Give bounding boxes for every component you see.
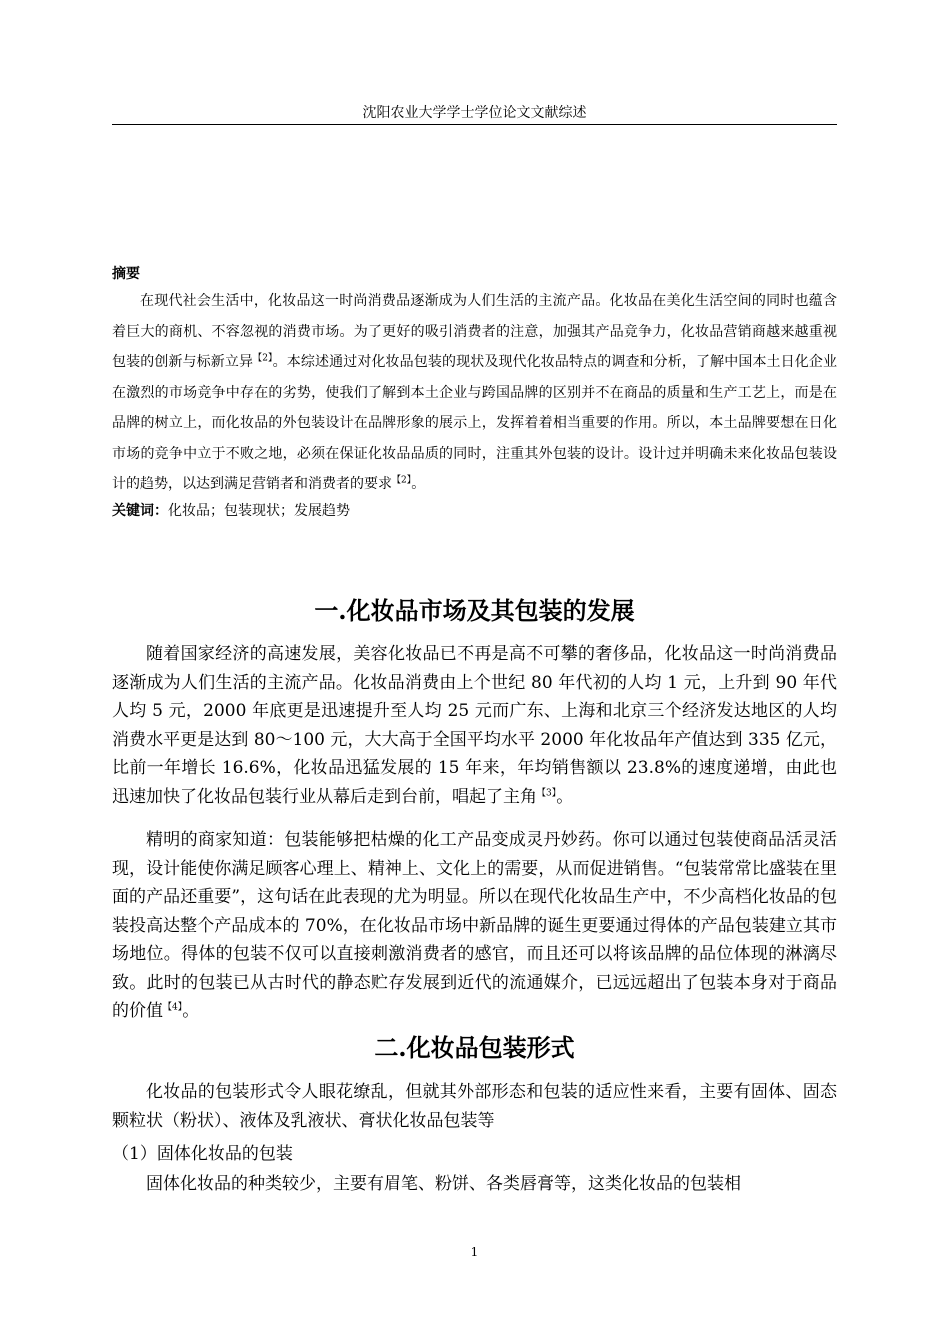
section-2-paragraph-2: 固体化妆品的种类较少，主要有眉笔、粉饼、各类唇膏等，这类化妆品的包装相 — [146, 1174, 741, 1194]
abstract-block — [112, 262, 837, 522]
abstract-paragraph — [112, 286, 837, 500]
paragraph-end: 。 — [556, 786, 574, 807]
page-number: 1 — [470, 1245, 479, 1259]
keywords-line — [112, 500, 837, 522]
abstract-text-part1: 在现代社会生活中，化妆品这一时尚消费品逐渐成为人们生活的主流产品。化妆品在美化生活空间的同时也蕴含着巨大的商机、不容忽视的消费市场。为了更好的吸引消费者的注意，加强其产品竞争力，化妆品营销商越来越重视包装的创新与标新立异 — [112, 293, 837, 370]
section-2-title: 二.化妆品包装形式 — [374, 1033, 575, 1062]
citation-ref: 【2】 — [253, 353, 273, 364]
section-1-title: 一.化妆品市场及其包装的发展 — [314, 596, 635, 625]
abstract-text-part2: 。本综述通过对化妆品包装的现状及现代化妆品特点的调查和分析，了解中国本土日化企业在激烈的市场竞争中存在的劣势，使我们了解到本土企业与跨国品牌的区别并不在商品的质量和生产工艺上，而是在品牌的树立上，而化妆品的外包装设计在品牌形象的展示上，发挥着着相当重要的作用。所以，本土品牌要想在日化市场的竞争中立于不败之地，必须在保证化妆品品质的同时，注重其外包装的设计。设计过并明确未来化妆品包装设计的趋势，以达到满足营销者和消费者的要求 — [112, 354, 837, 492]
subsection-heading: （1）固体化妆品的包装 — [112, 1144, 293, 1164]
paragraph-end: 。 — [182, 1001, 200, 1021]
running-header: 沈阳农业大学学士学位论文文献综述 — [362, 105, 587, 121]
abstract-text-end: 。 — [411, 476, 426, 492]
header-rule — [112, 124, 837, 125]
citation-ref: 【3】 — [537, 787, 557, 798]
citation-ref: 【4】 — [163, 1002, 183, 1013]
section-1-paragraph-1 — [112, 640, 837, 811]
citation-ref: 【2】 — [392, 475, 412, 486]
section-1-paragraph-2 — [112, 826, 837, 1026]
keywords-text: 化妆品；包装现状；发展趋势 — [168, 502, 350, 519]
paragraph-text: 随着国家经济的高速发展，美容化妆品已不再是高不可攀的奢侈品，化妆品这一时尚消费品逐渐成为人们生活的主流产品。化妆品消费由上个世纪 80 年代初的人均 1 元，上升到 90 年代人均 5 元，2000 年底更是迅速提升至人均 25 元而广东、上海和北京三个经济发达地区的人均消费水平更是达到 80～100 元，大大高于全国平均水平 2000 年化妆品年产值达到 335 亿元，比前一年增长 16.6%，化妆品迅猛发展的 15 年来，年均销售额以 23.8%的速度递增，由此也迅速加快了化妆品包装行业从幕后走到台前，唱起了主角 — [112, 644, 837, 807]
paragraph-text: 精明的商家知道：包装能够把枯燥的化工产品变成灵丹妙药。你可以通过包装使商品活灵活现，设计能使你满足顾客心理上、精神上、文化上的需要，从而促进销售。“包装常常比盛装在里面的产品还重要”，这句话在此表现的尤为明显。所以在现代化妆品生产中，不少高档化妆品的包装投高达整个产品成本的 70%，在化妆品市场中新品牌的诞生更要通过得体的产品包装建立其市场地位。得体的包装不仅可以直接刺激消费者的感官，而且还可以将该品牌的品位体现的淋漓尽致。此时的包装已从古时代的静态贮存发展到近代的流通媒介，已远远超出了包装本身对于商品的价值 — [112, 830, 837, 1021]
section-2-paragraph-1: 化妆品的包装形式令人眼花缭乱，但就其外部形态和包装的适应性来看，主要有固体、固态颗粒状（粉状）、液体及乳液状、膏状化妆品包装等 — [112, 1082, 837, 1131]
abstract-heading: 摘要 — [112, 266, 140, 282]
keywords-label: 关键词： — [112, 502, 168, 519]
